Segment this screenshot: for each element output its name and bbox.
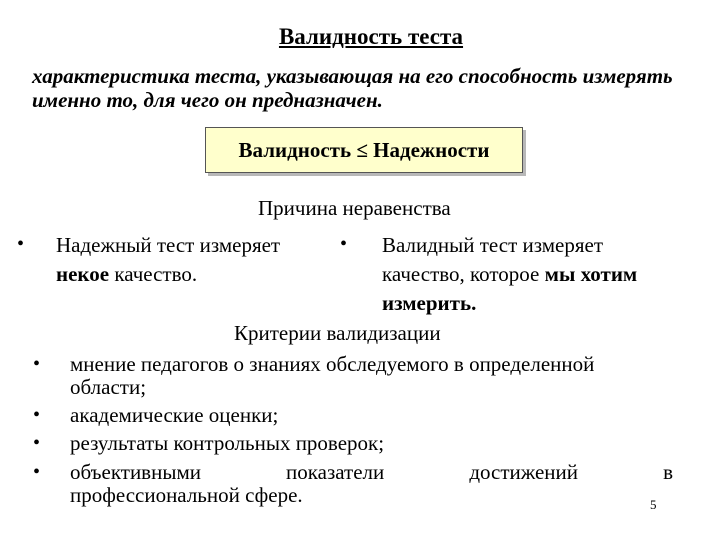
criterion-word: в [663,460,673,484]
right-point-text-start: Валидный тест измеряет качество, которое [382,233,604,286]
criterion-item: мнение педагогов о знаниях обследуемого в определенной области; [70,352,595,399]
definition-text: характеристика теста, указывающая на его способность измерять именно то, для чего он предназначен. [32,64,673,112]
criterion-item: академические оценки; [70,403,279,427]
left-point-bold: некое [56,262,110,286]
criterion-item-last [70,461,673,507]
page-number: 5 [650,497,657,512]
criterion-word: показатели [286,460,385,484]
criterion-word: объективными [70,460,201,484]
left-point-text-start: Надежный тест измеряет [56,233,281,257]
bullet-left-point: • [17,233,25,255]
left-point-text-end: качество. [114,262,198,286]
left-point [56,231,321,289]
criterion-last-line2: профессиональной сфере. [70,483,303,507]
formula-box [205,127,523,173]
bullet-right-point: • [340,233,348,255]
right-point [382,231,687,318]
bullet-criterion: • [33,404,41,426]
right-point-bold: мы хотим измерить. [382,262,638,315]
criteria-title: Критерии валидизации [234,321,441,345]
slide-title: Валидность теста [278,24,464,49]
criterion-last-line1 [70,461,673,484]
bullet-criterion: • [33,461,41,483]
bullet-criterion: • [33,432,41,454]
cause-title: Причина неравенства [258,196,451,220]
criterion-word: достижений [469,460,579,484]
criterion-item: результаты контрольных проверок; [70,431,385,455]
formula-text: Валидность ≤ Надежности [238,138,490,162]
bullet-criterion: • [33,353,41,375]
